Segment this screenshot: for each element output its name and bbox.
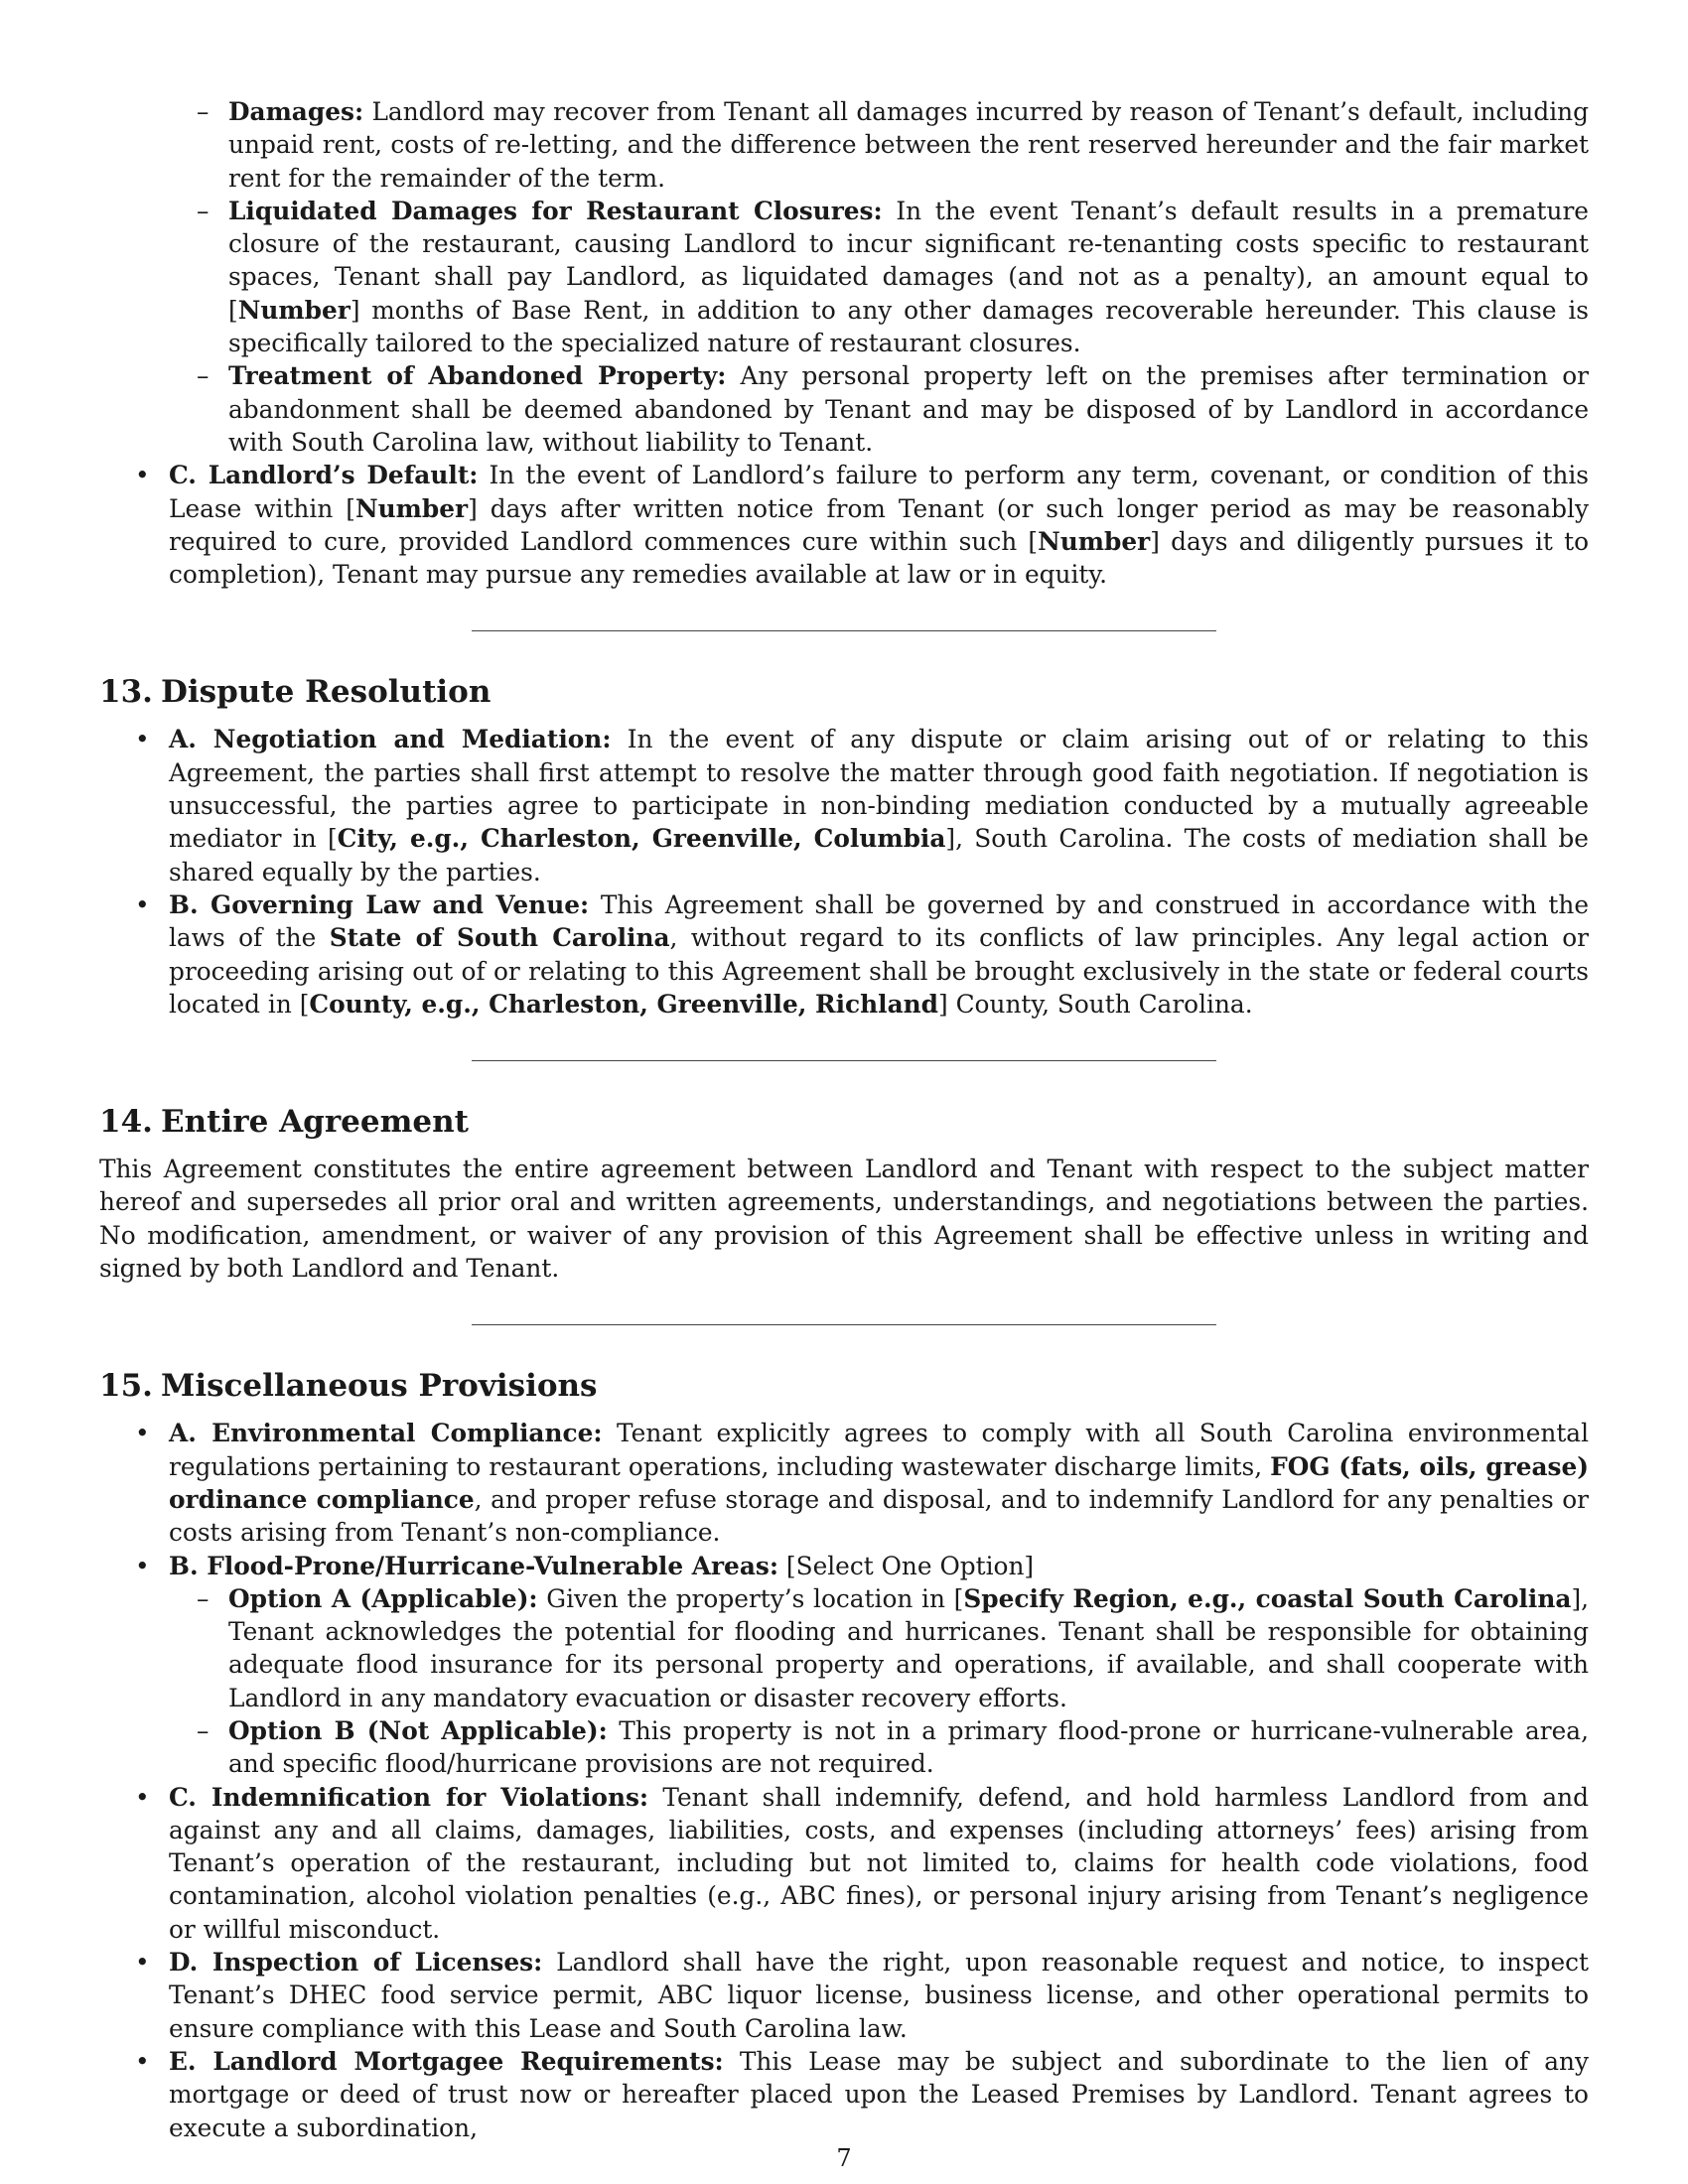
section-13-list — [99, 723, 1589, 1021]
list-item-governing-law: • B. Governing Law and Venue: This Agreement shall be governed by and construed in accordance with the laws of the State of South Carolina, without regard to its conflicts of law principles. Any legal action or proceeding arising out of or relating to this Agreement shall be brought exclusively in the state or federal courts located in [County, e.g., Charleston, Greenville, Richland] County, South Carolina. — [99, 888, 1589, 1021]
list-item-damages: – Damages: Landlord may recover from Tenant all damages incurred by reason of Tenant’s default, including unpaid rent, costs of re-letting, and the difference between the rent reserved hereunder and the fair market rent for the remainder of the term. — [169, 95, 1589, 195]
section-heading-15: 15. Miscellaneous Provisions — [99, 1368, 598, 1405]
list-item-abandoned-property: – Treatment of Abandoned Property: Any personal property left on the premises after termination or abandonment shall be deemed abandoned by Tenant and may be disposed of by Landlord in accordance with South Carolina law, without liability to Tenant. — [169, 359, 1589, 459]
list-item-liquidated-damages: – Liquidated Damages for Restaurant Closures: In the event Tenant’s default results in a premature closure of the restaurant, causing Landlord to incur significant re-tenanting costs specific to restaurant spaces, Tenant shall pay Landlord, as liquidated damages (and not as a penalty), an amount equal to [Number] months of Base Rent, in addition to any other damages recoverable hereunder. This clause is specifically tailored to the specialized nature of restaurant closures. — [169, 195, 1589, 359]
list-item-inspection-licenses: • D. Inspection of Licenses: Landlord shall have the right, upon reasonable request and notice, to inspect Tenant’s DHEC food service permit, ABC liquor license, business license, and other operational permits to ensure compliance with this Lease and South Carolina law. — [99, 1946, 1589, 2045]
section-15-list — [99, 1417, 1589, 2144]
list-item-environmental-compliance: • A. Environmental Compliance: Tenant explicitly agrees to comply with all South Carolina environmental regulations pertaining to restaurant operations, including wastewater discharge limits, FOG (fats, oils, grease) ordinance compliance, and proper refuse storage and disposal, and to indemnify Landlord for any penalties or costs arising from Tenant’s non-compliance. — [99, 1417, 1589, 1549]
list-item-indemnification: • C. Indemnification for Violations: Tenant shall indemnify, defend, and hold harmless Landlord from and against any and all claims, damages, liabilities, costs, and expenses (including attorneys’ fees) arising from Tenant’s operation of the restaurant, including but not limited to, claims for health code violations, food contamination, alcohol violation penalties (e.g., ABC fines), or personal injury arising from Tenant’s negligence or willful misconduct. — [99, 1781, 1589, 1946]
page-number: 7 — [836, 2144, 852, 2172]
section-heading-14: 14. Entire Agreement — [99, 1104, 469, 1141]
list-item-flood-hurricane: • B. Flood-Prone/Hurricane-Vulnerable Areas: [Select One Option] – Option A (Applicable): Given the property’s location in [Specify Region, e.g., coastal South Carolina], Tenant acknowledges the potential for flooding and hurricanes. Tenant shall be responsible for obtaining adequate flood insurance for its personal property and operations, if available, and shall cooperate with Landlord in any mandatory evacuation or disaster recovery efforts. – Option B (Not Applicable): This property is not in a primary flood-prone or hurricane-vulnerable area, and specific flood/hurricane provisions are not required. — [99, 1550, 1589, 1781]
list-item-landlord-default: • C. Landlord’s Default: In the event of Landlord’s failure to perform any term, covenant, or condition of this Lease within [Number] days after written notice from Tenant (or such longer period as may be reasonably required to cure, provided Landlord commences cure within such [Number] days and diligently pursues it to completion), Tenant may pursue any remedies available at law or in equity. — [99, 459, 1589, 591]
list-item-mortgagee-requirements: • E. Landlord Mortgagee Requirements: This Lease may be subject and subordinate to the lien of any mortgage or deed of trust now or hereafter placed upon the Leased Premises by Landlord. Tenant agrees to execute a subordination, — [99, 2045, 1589, 2144]
default-list — [99, 459, 1589, 591]
remedies-sublist — [99, 95, 1589, 459]
section-divider — [472, 1324, 1216, 1325]
list-item-negotiation-mediation: • A. Negotiation and Mediation: In the event of any dispute or claim arising out of or relating to this Agreement, the parties shall first attempt to resolve the matter through good faith negotiation. If negotiation is unsuccessful, the parties agree to participate in non-binding mediation conducted by a mutually agreeable mediator in [City, e.g., Charleston, Greenville, Columbia], South Carolina. The costs of mediation shall be shared equally by the parties. — [99, 723, 1589, 887]
flood-options-sublist — [169, 1582, 1589, 1781]
list-item-option-b: – Option B (Not Applicable): This property is not in a primary flood-prone or hurricane-vulnerable area, and specific flood/hurricane provisions are not required. — [169, 1714, 1589, 1781]
section-divider — [472, 1060, 1216, 1061]
section-divider — [472, 630, 1216, 631]
section-heading-13: 13. Dispute Resolution — [99, 674, 492, 711]
page-content — [99, 95, 1589, 2144]
entire-agreement-paragraph: This Agreement constitutes the entire agreement between Landlord and Tenant with respect to the subject matter hereof and supersedes all prior oral and written agreements, understandings, and negotiations between the parties. No modification, amendment, or waiver of any provision of this Agreement shall be effective unless in writing and signed by both Landlord and Tenant. — [99, 1155, 1589, 1284]
list-item-option-a: – Option A (Applicable): Given the property’s location in [Specify Region, e.g., coastal South Carolina], Tenant acknowledges the potential for flooding and hurricanes. Tenant shall be responsible for obtaining adequate flood insurance for its personal property and operations, if available, and shall cooperate with Landlord in any mandatory evacuation or disaster recovery efforts. — [169, 1582, 1589, 1714]
